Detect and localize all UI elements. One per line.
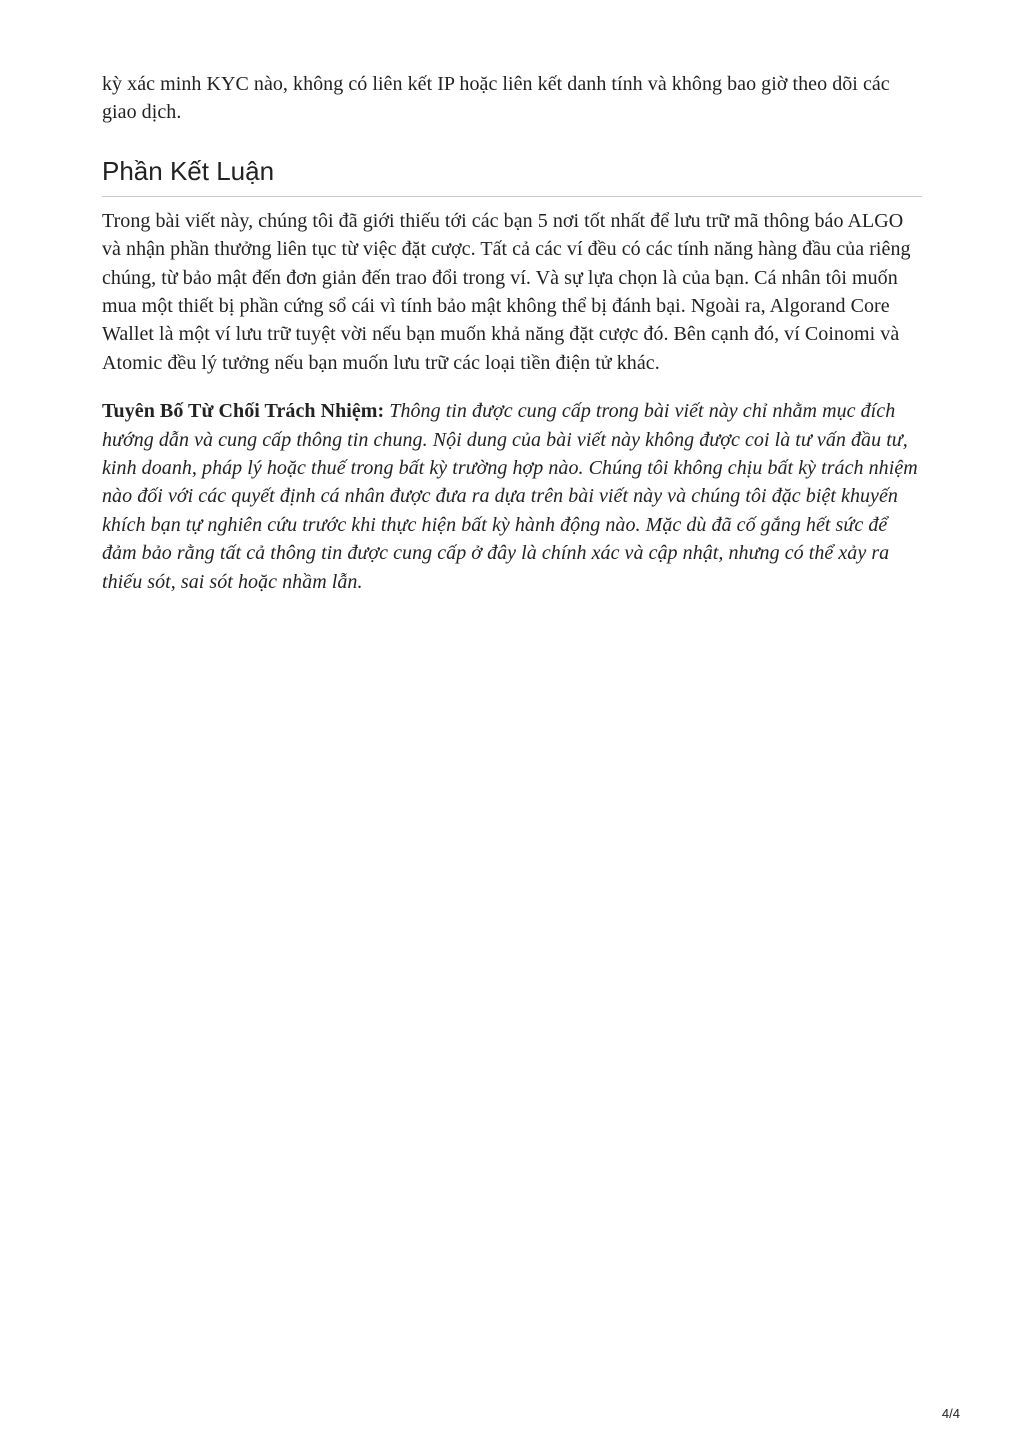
disclaimer-label: Tuyên Bố Từ Chối Trách Nhiệm: bbox=[102, 400, 385, 423]
article-content bbox=[102, 70, 922, 596]
disclaimer-paragraph bbox=[102, 397, 922, 596]
intro-paragraph: kỳ xác minh KYC nào, không có liên kết IP hoặc liên kết danh tính và không bao giờ theo dõi các giao dịch. bbox=[102, 73, 890, 124]
conclusion-paragraph: Trong bài viết này, chúng tôi đã giới thiếu tới các bạn 5 nơi tốt nhất để lưu trữ mã thông báo ALGO và nhận phần thưởng liên tục từ việc đặt cược. Tất cả các ví đều có các tính năng hàng đầu của riêng chúng, từ bảo mật đến đơn giản đến trao đổi trong ví. Và sự lựa chọn là của bạn. Cá nhân tôi muốn mua một thiết bị phần cứng sổ cái vì tính bảo mật không thể bị đánh bại. Ngoài ra, Algorand Core Wallet là một ví lưu trữ tuyệt vời nếu bạn muốn khả năng đặt cược đó. Bên cạnh đó, ví Coinomi và Atomic đều lý tưởng nếu bạn muốn lưu trữ các loại tiền điện tử khác. bbox=[102, 209, 911, 374]
disclaimer-text: Thông tin được cung cấp trong bài viết này chỉ nhằm mục đích hướng dẫn và cung cấp thông tin chung. Nội dung của bài viết này không được coi là tư vấn đầu tư, kinh doanh, pháp lý hoặc thuế trong bất kỳ trường hợp nào. Chúng tôi không chịu bất kỳ trách nhiệm nào đối với các quyết định cá nhân được đưa ra dựa trên bài viết này và chúng tôi đặc biệt khuyến khích bạn tự nghiên cứu trước khi thực hiện bất kỳ hành động nào. Mặc dù đã cố gắng hết sức để đảm bảo rằng tất cả thông tin được cung cấp ở đây là chính xác và cập nhật, nhưng có thể xảy ra thiếu sót, sai sót hoặc nhầm lẫn. bbox=[102, 400, 918, 593]
conclusion-heading: Phần Kết Luận bbox=[102, 154, 922, 197]
page-number: 4/4 bbox=[941, 1406, 960, 1421]
